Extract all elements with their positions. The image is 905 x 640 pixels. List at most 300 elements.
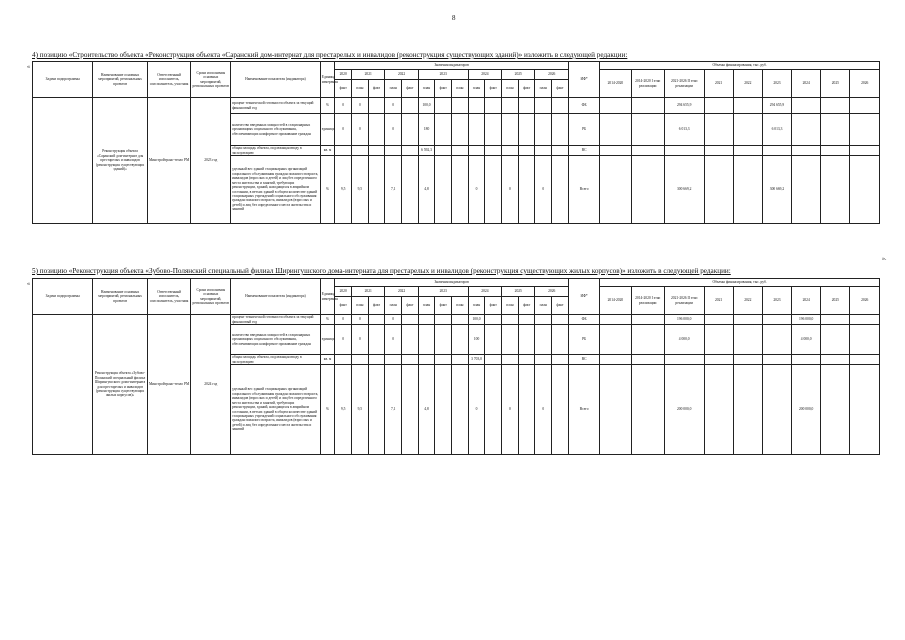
hdr-f-stage1: 2014-2020 I этап реализации: [631, 287, 664, 315]
value-cell: [502, 146, 519, 156]
indicator-name: общая площадь объекта, подлежащая вводу в эксплуатацию: [231, 355, 321, 365]
value-cell: 0: [352, 315, 369, 325]
funding-cell: [631, 355, 664, 365]
indicator-unit: %: [320, 315, 335, 325]
value-cell: [368, 156, 385, 224]
hdr-f-year: 2025: [821, 287, 850, 315]
funding-cell: [762, 325, 791, 355]
hdr-fact: факт: [402, 80, 419, 98]
funding-cell: [704, 156, 733, 224]
hdr-plan: план: [352, 80, 369, 98]
value-cell: [535, 325, 552, 355]
value-cell: 0: [385, 114, 402, 146]
funding-cell: 196 000,0: [664, 315, 704, 325]
hdr-year: 2020: [335, 70, 352, 80]
hdr-plan: план: [452, 80, 469, 98]
value-cell: [418, 315, 435, 325]
funding-cell: [733, 156, 762, 224]
value-cell: [402, 325, 419, 355]
funding-cell: [631, 315, 664, 325]
funding-cell: 196 000,0: [792, 315, 821, 325]
hdr-ist: ИФ*: [568, 279, 599, 315]
funding-cell: [631, 325, 664, 355]
hdr-fact: факт: [518, 297, 535, 315]
value-cell: [335, 146, 352, 156]
funding-cell: [792, 98, 821, 114]
value-cell: [535, 315, 552, 325]
funding-cell: [850, 98, 880, 114]
hdr-f-year: 2026: [850, 70, 880, 98]
value-cell: [368, 365, 385, 455]
value-cell: [552, 315, 569, 325]
value-cell: [552, 114, 569, 146]
funding-cell: 300 669,2: [762, 156, 791, 224]
task-cell: [33, 315, 93, 455]
indicator-unit: единица: [320, 325, 335, 355]
value-cell: [468, 114, 485, 146]
hdr-executor: Ответственный исполнитель, соисполнитель, участник: [147, 62, 191, 98]
hdr-year: 2026: [535, 70, 569, 80]
hdr-year: 2021: [352, 287, 385, 297]
hdr-year: 2024: [468, 70, 501, 80]
funding-cell: [821, 98, 850, 114]
value-cell: [402, 114, 419, 146]
section-5-heading: 5) позицию «Реконструкция объекта «Зубово-Полянский специальный филиал Ширингушского дома-интерната для престарелых и инвалидов (реконструкция существующих жилых корпусов)» изложить в следующей редакции:: [32, 267, 731, 275]
hdr-f-year: 2021: [704, 70, 733, 98]
funding-cell: [850, 315, 880, 325]
hdr-plan: план: [385, 297, 402, 315]
hdr-events: Наименование основных мероприятий, региональных проектов: [93, 279, 147, 315]
indicator-name: процент технической готовности объекта за текущий финансовый год: [231, 98, 321, 114]
funding-cell: [821, 325, 850, 355]
value-cell: [502, 114, 519, 146]
value-cell: 9,5: [335, 365, 352, 455]
value-cell: [518, 146, 535, 156]
funding-source: Всего: [568, 156, 599, 224]
hdr-year: 2020: [335, 287, 352, 297]
value-cell: [518, 114, 535, 146]
value-cell: [485, 98, 502, 114]
completion-date: 2024 год: [191, 315, 231, 455]
value-cell: [502, 98, 519, 114]
value-cell: 0: [468, 156, 485, 224]
hdr-year: 2021: [352, 70, 385, 80]
hdr-funding: Объемы финансирования, тыс. руб.: [600, 279, 880, 287]
funding-cell: [762, 355, 791, 365]
hdr-f-year: 2023: [762, 287, 791, 315]
value-cell: 4,8: [418, 365, 435, 455]
value-cell: 0: [385, 325, 402, 355]
value-cell: [352, 146, 369, 156]
funding-cell: [792, 355, 821, 365]
value-cell: [402, 98, 419, 114]
value-cell: 0: [335, 98, 352, 114]
hdr-indicators: Наименование показателя (индикатора): [231, 279, 321, 315]
value-cell: 0: [385, 98, 402, 114]
value-cell: [468, 146, 485, 156]
hdr-unit: Единица измерения: [320, 62, 335, 98]
hdr-ist: ИФ*: [568, 62, 599, 98]
hdr-f-2014-2020: 2014-2020: [600, 70, 631, 98]
funding-cell: [792, 114, 821, 146]
value-cell: [502, 325, 519, 355]
value-cell: [385, 146, 402, 156]
funding-cell: [850, 355, 880, 365]
indicator-name: количество введенных мощностей в стационарных организациях социального обслуживания, обеспечивающих комфортное проживание граждан: [231, 114, 321, 146]
hdr-events: Наименование основных мероприятий, региональных проектов: [93, 62, 147, 98]
value-cell: 9,5: [335, 156, 352, 224]
hdr-plan: план: [385, 80, 402, 98]
value-cell: 7,1: [385, 156, 402, 224]
value-cell: [452, 365, 469, 455]
value-cell: [552, 325, 569, 355]
value-cell: 0: [468, 365, 485, 455]
funding-source: ФБ: [568, 98, 599, 114]
value-cell: [418, 355, 435, 365]
hdr-f-stage1: 2014-2020 I этап реализации: [631, 70, 664, 98]
value-cell: [485, 325, 502, 355]
funding-source: ВС: [568, 355, 599, 365]
hdr-f-year: 2024: [792, 287, 821, 315]
hdr-values: Значения индикаторов: [335, 62, 569, 70]
value-cell: [485, 315, 502, 325]
hdr-fact: факт: [402, 297, 419, 315]
value-cell: 0: [535, 156, 552, 224]
value-cell: [435, 98, 452, 114]
funding-cell: [600, 365, 631, 455]
funding-cell: [664, 355, 704, 365]
value-cell: [352, 355, 369, 365]
funding-cell: [821, 114, 850, 146]
funding-cell: 6 013,3: [664, 114, 704, 146]
open-quote-mark: «: [27, 64, 30, 70]
hdr-f-year: 2025: [821, 70, 850, 98]
funding-cell: [600, 156, 631, 224]
hdr-fact: факт: [335, 80, 352, 98]
value-cell: 100,0: [468, 315, 485, 325]
value-cell: 0: [352, 325, 369, 355]
funding-cell: [821, 156, 850, 224]
value-cell: 0: [502, 365, 519, 455]
hdr-f-year: 2022: [733, 287, 762, 315]
value-cell: [435, 156, 452, 224]
value-cell: 0: [335, 114, 352, 146]
funding-cell: [850, 146, 880, 156]
hdr-fact: факт: [435, 80, 452, 98]
funding-cell: [821, 355, 850, 365]
value-cell: [485, 146, 502, 156]
funding-cell: [704, 98, 733, 114]
hdr-year: 2024: [468, 287, 501, 297]
hdr-plan: план: [452, 297, 469, 315]
value-cell: 100: [468, 325, 485, 355]
value-cell: [535, 146, 552, 156]
indicator-unit: единица: [320, 114, 335, 146]
funding-cell: 200 000,0: [792, 365, 821, 455]
funding-cell: [821, 315, 850, 325]
hdr-year: 2023: [418, 70, 468, 80]
funding-cell: [850, 114, 880, 146]
funding-cell: [762, 146, 791, 156]
hdr-plan: план: [535, 297, 552, 315]
value-cell: [435, 114, 452, 146]
hdr-fact: факт: [335, 297, 352, 315]
value-cell: [552, 365, 569, 455]
funding-cell: [600, 325, 631, 355]
funding-cell: [733, 325, 762, 355]
hdr-plan: план: [468, 297, 485, 315]
hdr-funding: Объемы финансирования, тыс. руб.: [600, 62, 880, 70]
value-cell: [402, 355, 419, 365]
funding-cell: [733, 315, 762, 325]
indicator-name: процент технической готовности объекта за текущий финансовый год: [231, 315, 321, 325]
funding-source: Всего: [568, 365, 599, 455]
hdr-year: 2026: [535, 287, 569, 297]
funding-source: ФБ: [568, 315, 599, 325]
value-cell: [485, 365, 502, 455]
hdr-fact: факт: [518, 80, 535, 98]
indicator-name: общая площадь объекта, подлежащая вводу в эксплуатацию: [231, 146, 321, 156]
value-cell: [552, 98, 569, 114]
funding-cell: [704, 325, 733, 355]
funding-cell: 200 000,0: [664, 365, 704, 455]
hdr-year: 2023: [418, 287, 468, 297]
value-cell: [435, 146, 452, 156]
hdr-f-year: 2021: [704, 287, 733, 315]
value-cell: [518, 156, 535, 224]
hdr-fact: факт: [368, 80, 385, 98]
value-cell: [368, 146, 385, 156]
hdr-year: 2025: [502, 287, 535, 297]
funding-cell: 4 000,0: [664, 325, 704, 355]
value-cell: [402, 315, 419, 325]
funding-cell: 294 655,9: [664, 98, 704, 114]
hdr-year: 2025: [502, 70, 535, 80]
funding-cell: [600, 146, 631, 156]
funding-cell: 6 013,3: [762, 114, 791, 146]
value-cell: [518, 365, 535, 455]
hdr-year: 2022: [385, 70, 418, 80]
value-cell: [502, 315, 519, 325]
value-cell: [368, 98, 385, 114]
funding-cell: [733, 98, 762, 114]
value-cell: [535, 114, 552, 146]
value-cell: 3 703,0: [468, 355, 485, 365]
funding-cell: [733, 355, 762, 365]
value-cell: [435, 355, 452, 365]
funding-cell: 300 669,2: [664, 156, 704, 224]
section-4-heading: 4) позицию «Строительство объекта «Реконструкция объекта «Саранский дом-интернат для престарелых и инвалидов (реконструкция существующих зданий)» изложить в следующей редакции:: [32, 51, 628, 59]
hdr-plan: план: [418, 80, 435, 98]
value-cell: [368, 114, 385, 146]
value-cell: 6 592,3: [418, 146, 435, 156]
page-number: 8: [452, 14, 456, 22]
funding-cell: [704, 114, 733, 146]
value-cell: [402, 365, 419, 455]
funding-cell: [600, 114, 631, 146]
value-cell: [452, 114, 469, 146]
value-cell: [368, 355, 385, 365]
funding-cell: [600, 355, 631, 365]
funding-cell: [600, 315, 631, 325]
funding-cell: [631, 365, 664, 455]
value-cell: 100,0: [418, 98, 435, 114]
funding-cell: [631, 114, 664, 146]
funding-cell: [762, 315, 791, 325]
indicator-name: удельный вес зданий стационарных организаций социального обслуживания граждан пожилого возраста, инвалидов (взрослых и детей) и лиц без определенного места жительства и занятий, требующих реконструкции, зданий, находящихся в аварийном состоянии, в ветхих зданий в общем количестве зданий стационарных учреждений социального обслуживания граждан пожилого возраста, инвалидов (взрослых и детей) и лиц без определенного места жительства и занятий: [231, 156, 321, 224]
hdr-plan: план: [418, 297, 435, 315]
close-quote-mark: ».: [882, 256, 887, 262]
value-cell: 0: [335, 315, 352, 325]
funding-cell: [792, 146, 821, 156]
value-cell: [535, 355, 552, 365]
value-cell: [552, 156, 569, 224]
value-cell: 7,1: [385, 365, 402, 455]
hdr-f-year: 2022: [733, 70, 762, 98]
indicator-name: удельный вес зданий стационарных организаций социального обслуживания граждан пожилого возраста, инвалидов (взрослых и детей) и лиц без определенного места жительства и занятий, требующих реконструкции, зданий, находящихся в аварийном состоянии, в ветхих зданий в общем количестве зданий стационарных учреждений социального обслуживания граждан пожилого возраста, инвалидов (взрослых и детей) и лиц без определенного места жительства и занятий: [231, 365, 321, 455]
hdr-f-year: 2024: [792, 70, 821, 98]
value-cell: [485, 156, 502, 224]
hdr-fact: факт: [485, 297, 502, 315]
hdr-executor: Ответственный исполнитель, соисполнитель, участник: [147, 279, 191, 315]
indicator-name: количество введенных мощностей в стационарных организациях социального обслуживания, обеспечивающих комфортное проживание граждан: [231, 325, 321, 355]
hdr-f-year: 2023: [762, 70, 791, 98]
value-cell: [518, 355, 535, 365]
value-cell: [435, 365, 452, 455]
funding-cell: [704, 365, 733, 455]
open-quote-mark: «: [27, 281, 30, 287]
hdr-plan: план: [502, 297, 519, 315]
value-cell: [435, 325, 452, 355]
funding-cell: [762, 365, 791, 455]
hdr-fact: факт: [552, 80, 569, 98]
funding-cell: [704, 355, 733, 365]
funding-cell: 294 655,9: [762, 98, 791, 114]
hdr-f-stage2: 2021-2026 II этап реализации: [664, 70, 704, 98]
hdr-values: Значения индикаторов: [335, 279, 569, 287]
value-cell: [402, 146, 419, 156]
funding-cell: [792, 156, 821, 224]
value-cell: [552, 355, 569, 365]
funding-cell: [704, 146, 733, 156]
value-cell: 0: [335, 325, 352, 355]
value-cell: [452, 315, 469, 325]
funding-cell: [733, 114, 762, 146]
value-cell: [418, 325, 435, 355]
executor-name: Минстройтранс-тепло РМ: [147, 315, 191, 455]
hdr-f-year: 2026: [850, 287, 880, 315]
value-cell: [452, 146, 469, 156]
value-cell: [518, 98, 535, 114]
funding-cell: [631, 98, 664, 114]
value-cell: [335, 355, 352, 365]
value-cell: 0: [352, 98, 369, 114]
funding-cell: [733, 365, 762, 455]
funding-cell: [631, 146, 664, 156]
value-cell: [485, 355, 502, 365]
value-cell: [385, 355, 402, 365]
value-cell: 9,5: [352, 156, 369, 224]
completion-date: 2023 год: [191, 98, 231, 224]
hdr-plan: план: [352, 297, 369, 315]
indicator-unit: %: [320, 365, 335, 455]
value-cell: [468, 98, 485, 114]
executor-name: Минстройтранс-тепло РМ: [147, 98, 191, 224]
funding-cell: [664, 146, 704, 156]
value-cell: [452, 156, 469, 224]
object-name: Реконструкция объекта «Зубово-Полянский специальный филиал Ширингушского дома-интерната для престарелых и инвалидов (реконструкция существующих жилых корпусов)»: [93, 315, 147, 455]
value-cell: 0: [385, 315, 402, 325]
value-cell: [435, 315, 452, 325]
section-5-table: [32, 278, 880, 455]
funding-cell: [821, 365, 850, 455]
indicator-unit: кв. м: [320, 355, 335, 365]
indicator-unit: %: [320, 98, 335, 114]
funding-source: РБ: [568, 325, 599, 355]
value-cell: [368, 315, 385, 325]
value-cell: [452, 98, 469, 114]
value-cell: 180: [418, 114, 435, 146]
funding-cell: [850, 156, 880, 224]
hdr-plan: план: [468, 80, 485, 98]
value-cell: [535, 98, 552, 114]
hdr-task: Задачи подпрограммы: [33, 62, 93, 98]
funding-cell: [821, 146, 850, 156]
value-cell: 0: [502, 156, 519, 224]
hdr-indicators: Наименование показателя (индикатора): [231, 62, 321, 98]
value-cell: [368, 325, 385, 355]
value-cell: 9,5: [352, 365, 369, 455]
funding-cell: [631, 156, 664, 224]
funding-source: РБ: [568, 114, 599, 146]
funding-cell: [850, 365, 880, 455]
value-cell: [452, 355, 469, 365]
funding-cell: [704, 315, 733, 325]
value-cell: 0: [535, 365, 552, 455]
hdr-fact: факт: [552, 297, 569, 315]
task-cell: [33, 98, 93, 224]
funding-source: ВС: [568, 146, 599, 156]
funding-cell: [850, 325, 880, 355]
value-cell: 4,8: [418, 156, 435, 224]
value-cell: [452, 325, 469, 355]
hdr-unit: Единица измерения: [320, 279, 335, 315]
hdr-fact: факт: [435, 297, 452, 315]
value-cell: [485, 114, 502, 146]
hdr-fact: факт: [368, 297, 385, 315]
hdr-f-2014-2020: 2014-2020: [600, 287, 631, 315]
section-4-table: [32, 61, 880, 224]
value-cell: 0: [352, 114, 369, 146]
hdr-dates: Сроки исполнения основных мероприятий, региональных проектов: [191, 62, 231, 98]
funding-cell: [600, 98, 631, 114]
value-cell: [518, 325, 535, 355]
value-cell: [402, 156, 419, 224]
indicator-unit: кв. м: [320, 146, 335, 156]
funding-cell: [733, 146, 762, 156]
value-cell: [552, 146, 569, 156]
hdr-task: Задачи подпрограммы: [33, 279, 93, 315]
hdr-dates: Сроки исполнения основных мероприятий, региональных проектов: [191, 279, 231, 315]
value-cell: [502, 355, 519, 365]
object-name: Реконструкция объекта «Саранский дом-интернат для престарелых и инвалидов (реконструкция существующих зданий)»: [93, 98, 147, 224]
hdr-year: 2022: [385, 287, 418, 297]
hdr-plan: план: [502, 80, 519, 98]
funding-cell: 4 000,0: [792, 325, 821, 355]
hdr-plan: план: [535, 80, 552, 98]
hdr-f-stage2: 2021-2026 II этап реализации: [664, 287, 704, 315]
hdr-fact: факт: [485, 80, 502, 98]
